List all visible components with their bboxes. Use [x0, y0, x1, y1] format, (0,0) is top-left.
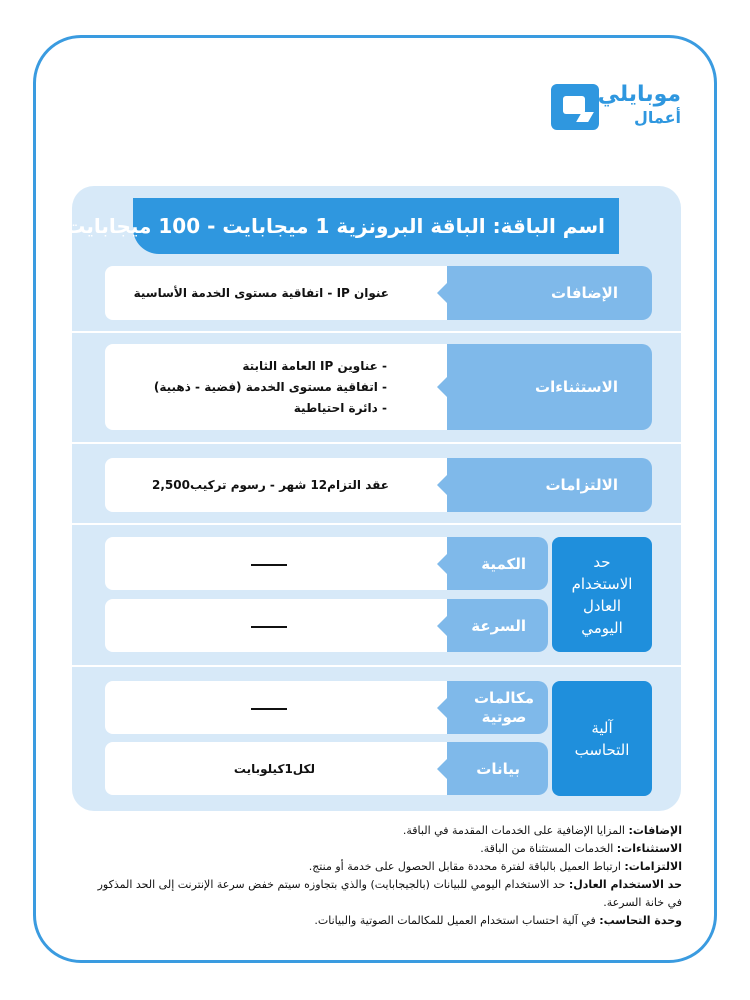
row-divider [72, 523, 681, 525]
row-divider [72, 665, 681, 667]
fair-use-line: الاستخدام [571, 574, 633, 593]
definition-item: الالتزامات: ارتباط العميل بالباقة لفترة محددة مقابل الحصول على خدمة أو منتج. [308, 860, 682, 873]
brand-name: موبايلي [597, 82, 681, 107]
exclusions-item: - عناوين IP العامة الثابتة [242, 359, 387, 373]
definition-item: الاستثناءات: الخدمات المستثناة من الباقة. [480, 842, 682, 855]
row-divider [72, 442, 681, 444]
additions-value-box [105, 266, 447, 320]
fair-use-line: حد [593, 552, 611, 571]
data-value: لكل1كيلوبايت [233, 761, 315, 776]
data-value-box [105, 742, 447, 795]
definition-item: الإضافات: المزايا الإضافية على الخدمات المقدمة في الباقة. [402, 824, 682, 837]
billing-line: آلية [591, 718, 613, 737]
definitions [82, 822, 682, 930]
definition-item: حد الاستخدام العادل: حد الاستخدام اليومي للبيانات (بالجيجابايت) والذي بتجاوزه سيتم خفض سرعة الإنترنت إلى الحد المذكور في خانة السرعة. [97, 878, 682, 909]
package-title: اسم الباقة: الباقة البرونزية 1 ميجابايت - 100 ميجابايت [133, 198, 619, 254]
fair-use-side-label [552, 537, 652, 652]
commitments-value-box [105, 458, 447, 512]
speed-label-text: السرعة [471, 616, 526, 635]
voice-label-line: صوتية [481, 707, 527, 726]
voice-value [251, 708, 287, 710]
quantity-label [447, 537, 548, 590]
fair-use-line: اليومي [581, 618, 623, 637]
quantity-value [251, 564, 287, 566]
commitments-label [447, 458, 652, 512]
speed-label [447, 599, 548, 652]
brand-logo [551, 82, 681, 132]
data-label [447, 742, 548, 795]
speed-value [251, 626, 287, 628]
fair-use-line: العادل [582, 596, 622, 615]
exclusions-label [447, 344, 652, 430]
voice-label-line: مكالمات [473, 688, 534, 707]
brand-text [598, 82, 681, 128]
exclusions-item: - اتفاقية مستوى الخدمة (فضية - ذهبية) [153, 380, 387, 394]
additions-label [447, 266, 652, 320]
commitments-label-text: الالتزامات [545, 476, 618, 494]
definition-item: وحدة التحاسب: في آلية احتساب استخدام العميل للمكالمات الصوتية والبيانات. [314, 914, 682, 927]
exclusions-value-box [105, 344, 447, 430]
quantity-value-box [105, 537, 447, 590]
billing-line: التحاسب [574, 740, 630, 759]
additions-label-text: الإضافات [551, 284, 618, 302]
exclusions-list [154, 356, 387, 419]
exclusions-label-text: الاستثناءات [535, 378, 618, 396]
voice-value-box [105, 681, 447, 734]
additions-value: عنوان IP - اتفاقية مستوى الخدمة الأساسية [133, 286, 389, 300]
brand-sub: أعمال [633, 108, 681, 127]
quantity-label-text: الكمية [481, 554, 526, 573]
voice-label [447, 681, 548, 734]
data-label-text: بيانات [476, 759, 520, 778]
speed-value-box [105, 599, 447, 652]
row-divider [72, 331, 681, 333]
commitments-value: عقد التزام12 شهر - رسوم تركيب2,500 [152, 478, 389, 492]
billing-side-label [552, 681, 652, 796]
mobily-logo-icon [551, 84, 599, 130]
exclusions-item: - دائرة احتياطية [293, 401, 387, 415]
